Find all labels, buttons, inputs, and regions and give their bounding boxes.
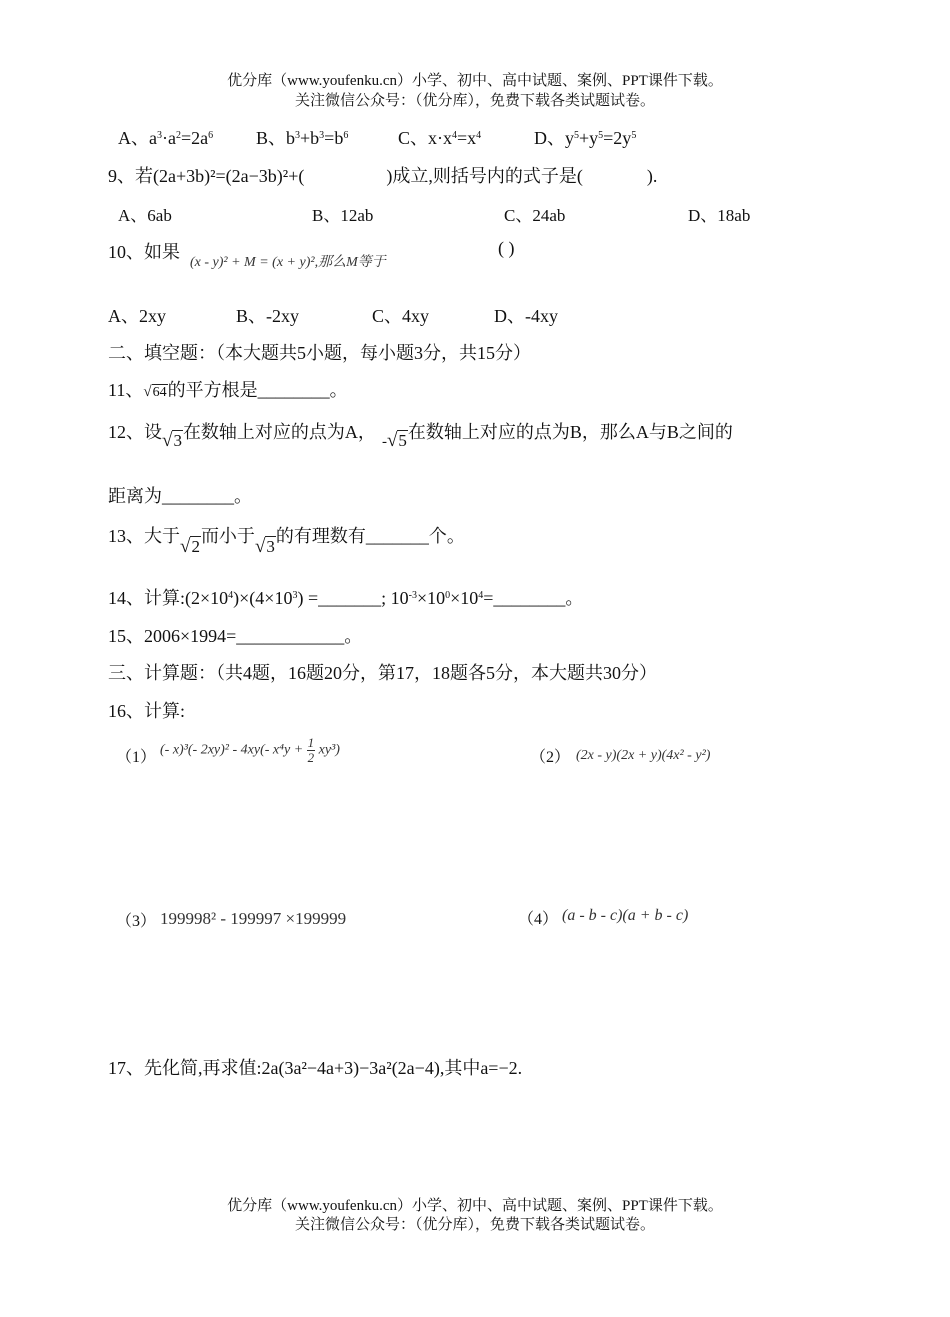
q10-answer-bracket: ( )	[498, 238, 515, 258]
q12-line-2: 距离为________。	[108, 486, 252, 506]
sqrt-5: √5	[386, 430, 407, 451]
q10-option-a: A、2xy	[108, 306, 166, 326]
footer-line-2: 关注微信公众号：（优分库），免费下载各类试题试卷。	[294, 1217, 655, 1233]
q13: 13、大于√2而小于√3的有理数有_______个。	[108, 526, 465, 557]
sqrt-2: √2	[180, 536, 200, 557]
q8-option-c: C、$x\cdot x^4=x^4$	[398, 128, 482, 148]
header-line-1: 优分库（www.youfenku.cn）小学、初中、高中试题、案例、PPT课件下载。	[227, 73, 723, 89]
q8-option-d: D、$y^5+y^5=2y^5$	[534, 128, 637, 148]
q12-line-1: 12、设√3在数轴上对应的点为A， $_-$√5在数轴上对应的点为B，那么A与B之间的	[108, 422, 733, 451]
fraction-one-half: $\frac{1}{2}$	[307, 735, 315, 765]
q11: 11、√64的平方根是________。	[108, 380, 348, 400]
q16-part-1-label: （1）	[116, 749, 157, 766]
q9-stem: 9、若(2a+3b)²=(2a−3b)²+( )成立,则括号内的式子是( ).	[108, 166, 658, 186]
q16-part-4-label: （4）	[518, 911, 559, 928]
q17: 17、先化简,再求值:2a(3a²−4a+3)−3a²(2a−4),其中a=−2.	[108, 1058, 523, 1078]
q10-option-c: C、4xy	[372, 306, 430, 326]
q8-option-a: A、$a^3\cdot a^2=2a^6$	[118, 128, 214, 148]
q9-option-c: C、24ab	[504, 206, 566, 225]
sqrt-3-b: √3	[254, 536, 275, 557]
q15: 15、2006×1994=____________。	[108, 626, 363, 646]
q10-formula: (x - y)² + M = (x + y)²,那么M等于	[190, 255, 386, 270]
footer-line-1: 优分库（www.youfenku.cn）小学、初中、高中试题、案例、PPT课件下载。	[227, 1198, 723, 1214]
q16-stem: 16、计算:	[108, 701, 186, 721]
q8-option-b: B、$b^3+b^3=b^6$	[256, 128, 349, 148]
q16-part-2-label: （2）	[530, 749, 571, 766]
q16-part-4-expression: (a - b - c)(a + b - c)	[562, 907, 689, 924]
section-2-title: 二、填空题：（本大题共5小题，每小题3分，共15分）	[108, 343, 531, 363]
q10-option-b: B、-2xy	[236, 306, 299, 326]
sqrt-3: √3	[162, 430, 182, 451]
q14: 14、计算$:(2\times 10^4)\times(4\times 10^3)$ =_______; $10^{-3}\times 10^0\times 10^4=\_\_\_\_\_\_\_\_$。	[108, 588, 584, 608]
q16-part-1-expression: (- x)³(- 2xy)² - 4xy(- x⁴y + $\frac{1}{2}$ xy³)	[160, 735, 340, 765]
header-line-2: 关注微信公众号：（优分库），免费下载各类试题试卷。	[294, 93, 655, 109]
section-3-title: 三、计算题：（共4题，16题20分，第17，18题各5分，本大题共30分）	[108, 663, 657, 683]
q16-part-3-expression: 199998² - 199997 ×199999	[160, 909, 347, 928]
q16-part-3-label: （3）	[116, 913, 157, 930]
sqrt-64: √64	[143, 384, 167, 400]
q9-option-a: A、6ab	[118, 206, 172, 225]
q9-option-d: D、18ab	[688, 206, 751, 225]
q10-stem: 10、如果	[108, 242, 180, 262]
q9-option-b: B、12ab	[312, 206, 374, 225]
q10-option-d: D、-4xy	[494, 306, 558, 326]
q16-part-2-expression: (2x - y)(2x + y)(4x² - y²)	[576, 748, 711, 763]
